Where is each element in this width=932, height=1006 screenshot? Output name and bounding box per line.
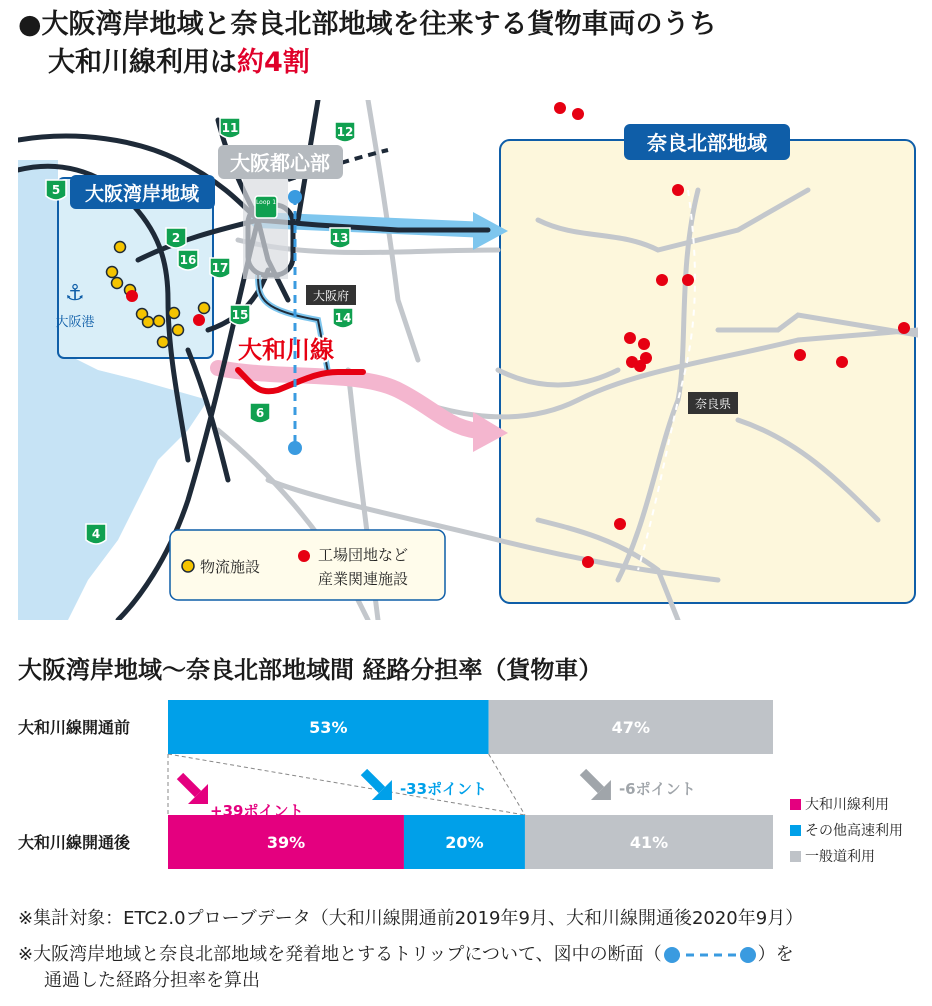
headline-accent: 約4割: [237, 47, 310, 78]
route-shield-number: 11: [221, 121, 239, 135]
route-shield-4: [86, 524, 106, 544]
change-label: +39ポイント: [210, 802, 304, 820]
logistics-facility-dot: [107, 267, 118, 278]
note-2: [18, 942, 918, 994]
category-label: 大和川線開通後: [18, 833, 131, 852]
nara-area-label: 奈良北部地域: [647, 131, 767, 155]
route-shield-11: [220, 118, 240, 138]
change-label: -6ポイント: [618, 780, 696, 798]
industrial-facility-dot: [898, 322, 910, 334]
industrial-facility-dot: [554, 102, 566, 114]
category-label: 大和川線開通前: [18, 718, 131, 737]
industrial-facility-dot: [614, 518, 626, 530]
note-1: ※集計対象：ETC2.0プローブデータ（大和川線開通前2019年9月、大和川線開通後2020年9月）: [18, 908, 804, 929]
loop-1-text: Loop 1: [255, 199, 277, 206]
data-label: 53%: [309, 718, 348, 737]
bay-area-label: 大阪湾岸地域: [84, 183, 200, 205]
headline: [18, 6, 717, 82]
category-labels: [18, 718, 131, 852]
headline-line2-prefix: 大和川線利用は: [48, 47, 237, 78]
change-arrow: [180, 776, 208, 804]
data-label: 41%: [629, 833, 669, 852]
downtown-label: 大阪都心部: [230, 151, 330, 175]
nara-area-box: [500, 140, 915, 603]
change-arrow: [583, 772, 611, 800]
industrial-facility-dot: [638, 338, 650, 350]
route-shield-16: [178, 250, 198, 270]
industrial-facility-dot: [836, 356, 848, 368]
legend-logistics-dot: [182, 560, 194, 572]
legend-logistics-label: 物流施設: [200, 558, 261, 576]
share-chart: [0, 690, 932, 900]
chart-legend: [790, 796, 903, 865]
osaka-pref-label: 大阪府: [312, 289, 350, 303]
industrial-facility-dot: [634, 360, 646, 372]
section-end-bottom: [288, 441, 302, 455]
note-2-post: ）を: [757, 944, 794, 965]
section-symbol: [662, 945, 758, 965]
headline-line1: ●大阪湾岸地域と奈良北部地域を往来する貨物車両のうち: [18, 9, 717, 40]
legend-industrial-dot: [298, 550, 310, 562]
downtown-area: [243, 179, 288, 279]
route-shield-15: [230, 305, 250, 325]
legend-swatch: [790, 825, 801, 836]
route-shield-number: 14: [334, 311, 352, 325]
legend-industrial-label-1: 工場団地など: [318, 546, 409, 564]
route-shield-5: [46, 180, 66, 200]
port-label: 大阪港: [55, 315, 95, 330]
route-shield-number: 16: [179, 253, 197, 267]
nara-pref-label: 奈良県: [694, 397, 732, 411]
headline-line2: [18, 44, 717, 82]
industrial-facility-dot: [193, 314, 205, 326]
industrial-facility-dot: [672, 184, 684, 196]
legend-swatch: [790, 851, 801, 862]
industrial-facility-dot: [682, 274, 694, 286]
route-shield-17: [210, 258, 230, 278]
industrial-facility-dot: [572, 108, 584, 120]
logistics-facility-dot: [154, 316, 165, 327]
route-shield-number: 12: [336, 125, 354, 139]
route-shield-12: [335, 122, 355, 142]
note-2-line2: 通過した経路分担率を算出: [44, 970, 260, 991]
change-annotations: [180, 772, 696, 820]
route-map: [18, 100, 918, 620]
legend-swatch: [790, 799, 801, 810]
logistics-facility-dot: [158, 337, 169, 348]
route-shield-number: 6: [255, 406, 265, 420]
route-shield-13: [330, 228, 350, 248]
route-shield-number: 15: [231, 308, 249, 322]
section-end-top: [288, 190, 302, 204]
logistics-facility-dot: [173, 325, 184, 336]
route-shield-number: 13: [331, 231, 349, 245]
industrial-facility-dot: [126, 290, 138, 302]
legend-label: その他高速利用: [805, 823, 903, 839]
yamatogawa-line-label: 大和川線: [238, 336, 334, 364]
route-shield-6: [250, 403, 270, 423]
anchor-icon: ⚓: [65, 281, 85, 306]
route-shield-number: 2: [171, 231, 181, 245]
connector-line: [489, 754, 525, 815]
industrial-facility-dot: [656, 274, 668, 286]
chart-title: 大阪湾岸地域～奈良北部地域間 経路分担率（貨物車）: [18, 656, 603, 684]
industrial-facility-dot: [794, 349, 806, 361]
data-label: 20%: [445, 833, 484, 852]
legend-label: 大和川線利用: [805, 797, 889, 813]
route-shield-14: [333, 308, 353, 328]
industrial-facility-dot: [582, 556, 594, 568]
logistics-facility-dot: [199, 303, 210, 314]
legend-industrial-label-2: 産業関連施設: [318, 570, 409, 588]
data-label: 39%: [266, 833, 306, 852]
logistics-facility-dot: [143, 317, 154, 328]
change-arrow: [364, 772, 392, 800]
industrial-facility-dot: [624, 332, 636, 344]
route-shield-2: [166, 228, 186, 248]
note-2-pre: ※大阪湾岸地域と奈良北部地域を発着地とするトリップについて、図中の断面（: [18, 944, 662, 965]
logistics-facility-dot: [115, 242, 126, 253]
logistics-facility-dot: [169, 308, 180, 319]
change-label: -33ポイント: [399, 780, 488, 798]
data-label: 47%: [611, 718, 650, 737]
route-shield-number: 17: [211, 261, 229, 275]
legend-label: 一般道利用: [805, 849, 875, 865]
logistics-facility-dot: [112, 278, 123, 289]
route-shield-number: 5: [51, 183, 61, 197]
route-shield-number: 4: [91, 527, 101, 541]
